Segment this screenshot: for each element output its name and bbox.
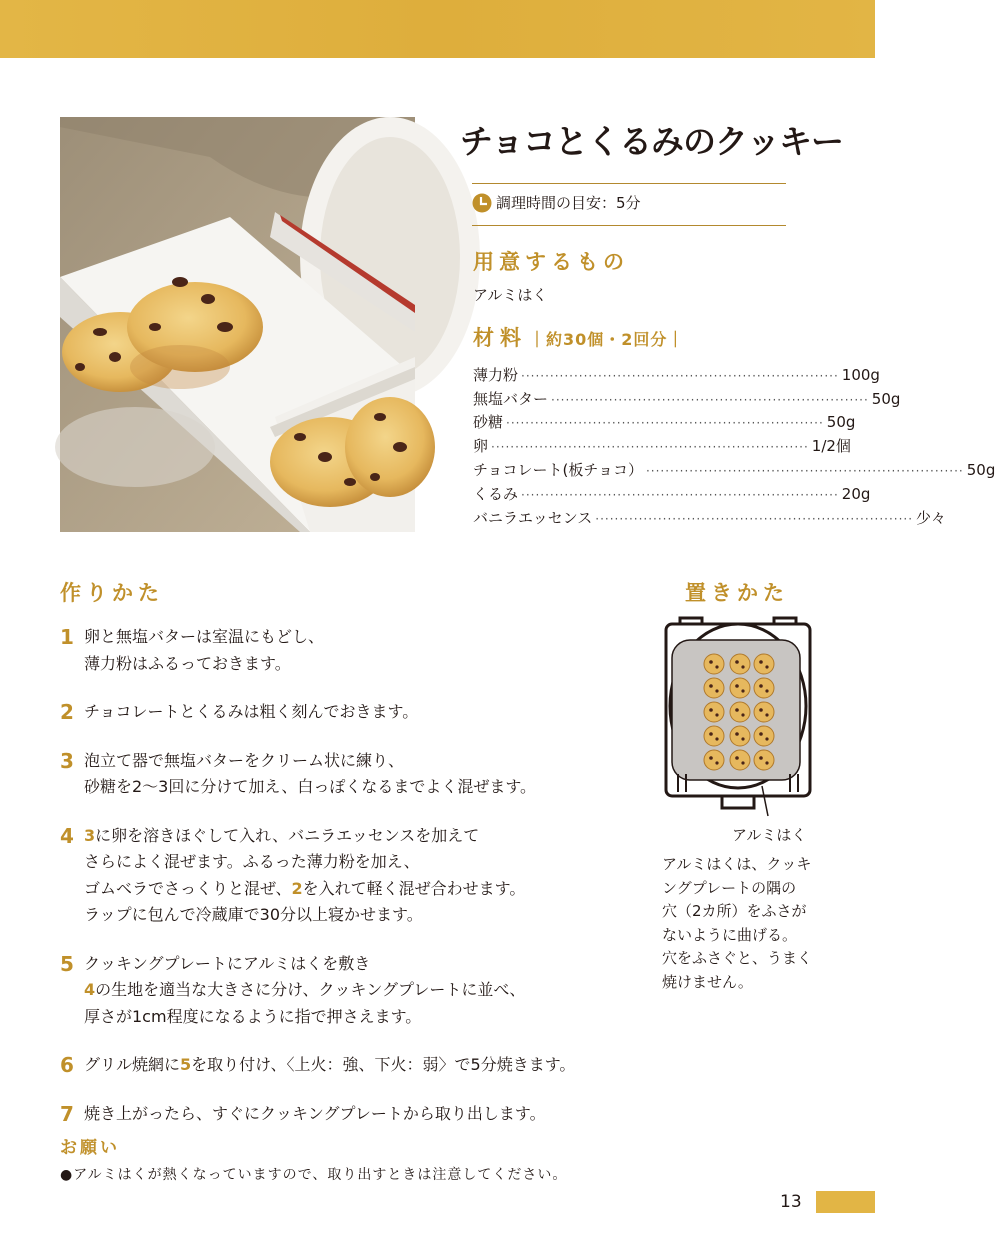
ingredient-amount: 50g: [966, 460, 995, 479]
step-text-part: グリル焼網に: [84, 1055, 181, 1074]
step-text: クッキングプレートにアルミはくを敷き: [84, 953, 371, 973]
ingredient-name: バニラエッセンス: [473, 508, 593, 527]
step-4: [60, 823, 660, 929]
divider: [472, 225, 786, 226]
step-7: [60, 1101, 660, 1128]
step-text: 卵と無塩バターは室温にもどし、: [84, 627, 325, 646]
step-text-part: を入れて軽く混ぜ合わせます。: [302, 878, 526, 898]
step-text: 泡立て器で無塩バターをクリーム状に練り、: [84, 750, 405, 770]
ingredient-row: [473, 385, 901, 409]
ingredient-amount: 100g: [841, 365, 880, 384]
step-text: ラップに包んで冷蔵庫で30分以上寝かせます。: [84, 905, 423, 924]
leader-dots: ··································································: [645, 463, 964, 478]
ingredients-heading: 材料: [473, 326, 527, 350]
ingredient-name: 卵: [473, 437, 489, 456]
step-number: 6: [60, 1053, 74, 1077]
step-text: チョコレートとくるみは粗く刻んでおきます。: [84, 702, 419, 721]
method-steps: [60, 624, 660, 1149]
method-heading: 作りかた: [60, 581, 164, 605]
leader-dots: ··································································: [521, 487, 839, 502]
step-text: 厚さが1cm程度になるように指で押さえます。: [84, 1006, 422, 1026]
top-color-band: [0, 0, 875, 58]
step-text: [84, 876, 660, 903]
ingredient-row: [473, 361, 880, 385]
quantity-note: ｜約30個・2回分｜: [529, 330, 685, 349]
request-heading: お願い: [60, 1138, 120, 1158]
step-3: [60, 748, 660, 801]
ingredient-amount: 20g: [841, 484, 871, 503]
placement-note-line: 穴（2カ所）をふさが: [662, 902, 807, 920]
ingredient-amount: 少々: [916, 508, 947, 527]
step-1: [60, 624, 660, 677]
leader-dots: ··································································: [506, 416, 824, 431]
leader-dots: ··································································: [491, 440, 809, 455]
step-text: [84, 823, 660, 850]
step-text: [84, 1052, 660, 1079]
foil-label: アルミはく: [732, 826, 807, 844]
step-number: 3: [60, 748, 74, 773]
step-text: 砂糖を2〜3回に分けて加え、白っぽくなるまでよく混ぜます。: [84, 777, 537, 796]
leader-dots: ··································································: [551, 392, 869, 407]
ingredient-row: [473, 480, 871, 504]
step-reference: 3: [84, 825, 96, 845]
step-text: 焼き上がったら、すぐにクッキングプレートから取り出します。: [84, 1103, 546, 1123]
step-text-part: に卵を溶きほぐして入れ、バニラエッセンスを加えて: [95, 825, 480, 845]
leader-dots: ··································································: [595, 511, 914, 526]
divider: [472, 183, 786, 184]
step-reference: 4: [84, 980, 96, 999]
placement-note-line: アルミはくは、クッキ: [662, 855, 812, 873]
step-number: 5: [60, 951, 74, 976]
page-number: 13: [780, 1192, 802, 1212]
page-number-band: [816, 1191, 875, 1213]
prepare-items: アルミはく: [473, 286, 548, 304]
step-reference: 5: [180, 1055, 192, 1074]
step-text: さらによく混ぜます。ふるった薄力粉を加え、: [84, 852, 420, 871]
ingredient-row: [473, 456, 995, 480]
ingredients-header: [473, 322, 684, 352]
step-number: 1: [60, 625, 74, 649]
step-text: [84, 977, 660, 1004]
ingredient-list: [473, 361, 995, 528]
placement-note: [662, 853, 824, 994]
ingredient-row: [473, 432, 851, 456]
step-text-part: を取り付け、〈上火：強、下火：弱〉で5分焼きます。: [191, 1055, 576, 1074]
ingredient-row: [473, 504, 947, 528]
ingredient-amount: 1/2個: [811, 437, 851, 456]
ingredient-row: [473, 409, 856, 433]
step-number: 4: [60, 823, 74, 848]
placement-note-line: 穴をふさぐと、うまく: [662, 949, 813, 967]
prepare-heading: 用意するもの: [473, 250, 629, 274]
step-text-part: ゴムベラでさっくりと混ぜ、: [84, 878, 292, 898]
placement-note-line: ングプレートの隅の: [662, 878, 797, 897]
step-5: [60, 951, 660, 1031]
step-6: [60, 1052, 660, 1079]
ingredient-name: 無塩バター: [473, 389, 549, 408]
request-text: ●アルミはくが熱くなっていますので、取り出すときは注意してください。: [60, 1167, 568, 1183]
cooking-time: [472, 192, 641, 213]
step-text-part: の生地を適当な大きさに分け、クッキングプレートに並べ、: [95, 980, 526, 999]
ingredient-name: 砂糖: [473, 413, 504, 432]
cookie-photo: [60, 117, 415, 532]
ingredient-amount: 50g: [826, 413, 856, 432]
ingredient-name: くるみ: [473, 484, 519, 503]
leader-dots: ··································································: [521, 368, 839, 383]
placement-note-line: ないように曲げる。: [662, 925, 798, 944]
cooking-time-label: 調理時間の目安：5分: [496, 194, 641, 212]
ingredient-name: チョコレート(板チョコ）: [473, 460, 643, 479]
step-number: 7: [60, 1101, 74, 1126]
cooking-plate-diagram: [662, 616, 814, 816]
ingredient-amount: 50g: [871, 389, 901, 408]
ingredient-name: 薄力粉: [473, 365, 519, 384]
step-number: 2: [60, 700, 74, 724]
step-text: 薄力粉はふるっておきます。: [84, 653, 291, 673]
placement-note-line: 焼けません。: [662, 972, 753, 991]
step-2: [60, 699, 660, 726]
placement-heading: 置きかた: [685, 581, 789, 605]
step-reference: 2: [291, 878, 303, 898]
clock-icon: [472, 193, 492, 213]
recipe-title: チョコとくるみのクッキー: [460, 122, 844, 161]
